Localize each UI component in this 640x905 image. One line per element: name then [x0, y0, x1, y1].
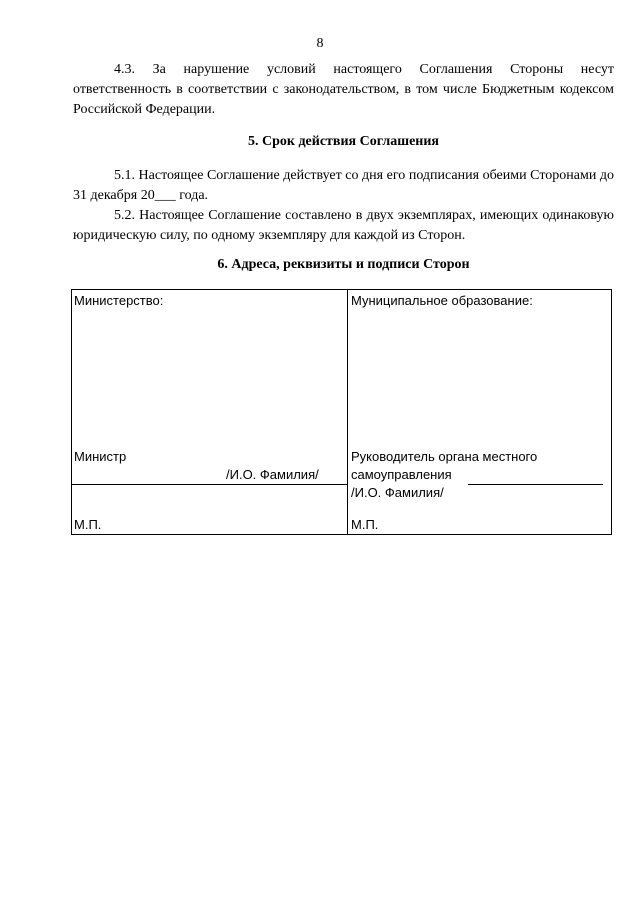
minister-name-placeholder: /И.О. Фамилия/ [226, 467, 319, 482]
municipality-label: Муниципальное образование: [351, 293, 533, 308]
head-title-line2: самоуправления [351, 467, 452, 482]
head-signature-line [468, 466, 603, 485]
section-5-heading-block [73, 132, 614, 152]
section-6-heading: 6. Адреса, реквизиты и подписи Сторон [217, 257, 470, 272]
signature-table [71, 289, 612, 535]
minister-signature-line [74, 466, 224, 485]
head-name-placeholder: /И.О. Фамилия/ [351, 485, 444, 500]
paragraph-4-3: 4.3. За нарушение условий настоящего Соглашения Стороны несут ответственность в соответствии с законодательством, в том числе Бюджетным кодексом Российской Федерации. [73, 62, 614, 117]
municipality-stamp-label: М.П. [351, 517, 379, 532]
section-4-3 [73, 60, 614, 120]
ministry-divider [72, 484, 347, 485]
ministry-column [72, 290, 348, 534]
head-title-line1: Руководитель органа местного [351, 449, 538, 464]
minister-title: Министр [74, 449, 127, 464]
section-5-body [73, 166, 614, 246]
section-5-heading: 5. Срок действия Соглашения [248, 134, 439, 149]
paragraph-5-1: 5.1. Настоящее Соглашение действует со дня его подписания обеими Сторонами до 31 декабря 20___ года. [73, 168, 614, 203]
ministry-stamp-label: М.П. [74, 517, 102, 532]
municipality-column [348, 290, 611, 534]
paragraph-5-2: 5.2. Настоящее Соглашение составлено в двух экземплярах, имеющих одинаковую юридическую силу, по одному экземпляру для каждой из Сторон. [73, 208, 614, 243]
ministry-label: Министерство: [74, 293, 164, 308]
page-number: 8 [316, 36, 324, 51]
section-6-heading-block [73, 255, 614, 275]
